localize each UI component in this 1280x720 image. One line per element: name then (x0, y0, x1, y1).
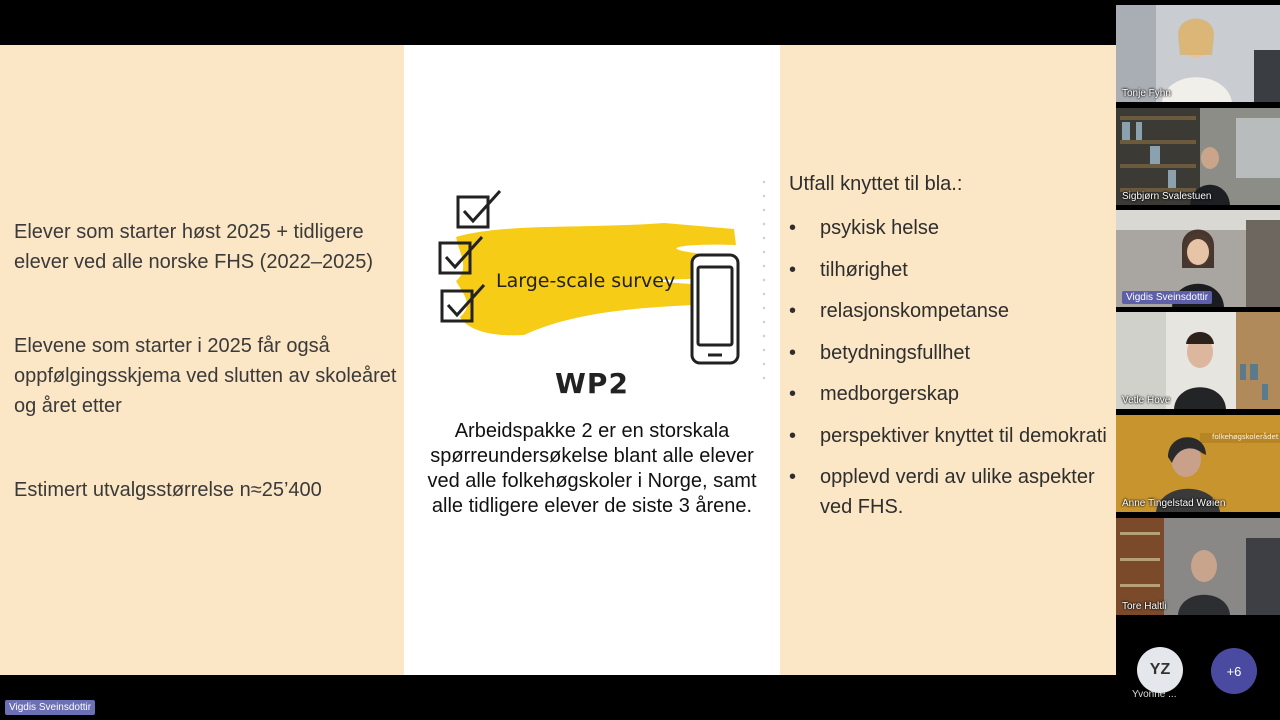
banner-text: Large-scale survey (496, 270, 676, 292)
presenter-name-tag: Vigdis Sveinsdottir (5, 700, 95, 715)
list-item: • opplevd verdi av ulike aspekter ved FHS. (789, 462, 1111, 522)
participant-avatar[interactable]: YZ (1137, 647, 1183, 693)
list-item: • medborgerskap (789, 379, 1111, 409)
list-item: • psykisk helse (789, 213, 1111, 243)
participant-name: Vetle Hove (1122, 395, 1171, 406)
participant-name: Anne Tingelstad Wøien (1122, 498, 1226, 509)
participant-tile[interactable] (1116, 415, 1280, 512)
phone-icon (692, 255, 738, 363)
list-item: • perspektiver knyttet til demokrati (789, 421, 1111, 451)
bullet-icon: • (789, 466, 797, 488)
participant-tile[interactable] (1116, 210, 1280, 307)
list-item: • betydningsfullhet (789, 338, 1111, 368)
work-package-description: Arbeidspakke 2 er en storskala spørreundersøkelse blant alle elever ved alle folkehøgskoler i Norge, samt alle tidligere elever de siste 3 årene. (427, 420, 757, 517)
shared-slide (0, 45, 1116, 675)
bullet-icon: • (789, 258, 797, 281)
participant-name: Sigbjørn Svalestuen (1122, 191, 1212, 202)
bullet-icon: • (789, 383, 797, 405)
work-package-label: WP2 (555, 367, 629, 400)
sample-description: Elever som starter høst 2025 + tidligere elever ved alle norske FHS (2022–2025) (14, 221, 374, 273)
decorative-dots (762, 175, 766, 385)
participant-tile[interactable] (1116, 108, 1280, 205)
slide-left-panel (0, 45, 404, 675)
followup-description: Elevene som starter i 2025 får også oppfølgingsskjema ved slutten av skoleåret og året etter (14, 335, 397, 417)
participant-name: Tonje Fyhn (1122, 88, 1171, 99)
svg-text:folkehøgskolerådet: folkehøgskolerådet (1212, 433, 1279, 441)
slide-right-panel (780, 45, 1116, 675)
sample-size-estimate: Estimert utvalgsstørrelse n≈25’400 (14, 479, 322, 501)
more-participants-button[interactable]: +6 (1211, 648, 1257, 694)
list-item: • tilhørighet (789, 255, 1111, 285)
participant-avatar-name: Yvonne ... (1132, 689, 1177, 700)
slide-center-panel (404, 45, 780, 675)
participant-tile[interactable] (1116, 312, 1280, 409)
outcomes-list (789, 213, 1111, 534)
bullet-icon: • (789, 217, 797, 239)
participant-name: Tore Haltli (1122, 601, 1167, 612)
bullet-icon: • (789, 341, 797, 364)
list-item: • relasjonskompetanse (789, 296, 1111, 326)
survey-illustration (434, 185, 754, 365)
participant-tile[interactable] (1116, 5, 1280, 102)
bullet-icon: • (789, 300, 797, 322)
participant-name: Vigdis Sveinsdottir (1122, 291, 1212, 304)
participant-tile[interactable] (1116, 518, 1280, 615)
outcomes-heading: Utfall knyttet til bla.: (789, 173, 963, 195)
bullet-icon: • (789, 424, 797, 447)
